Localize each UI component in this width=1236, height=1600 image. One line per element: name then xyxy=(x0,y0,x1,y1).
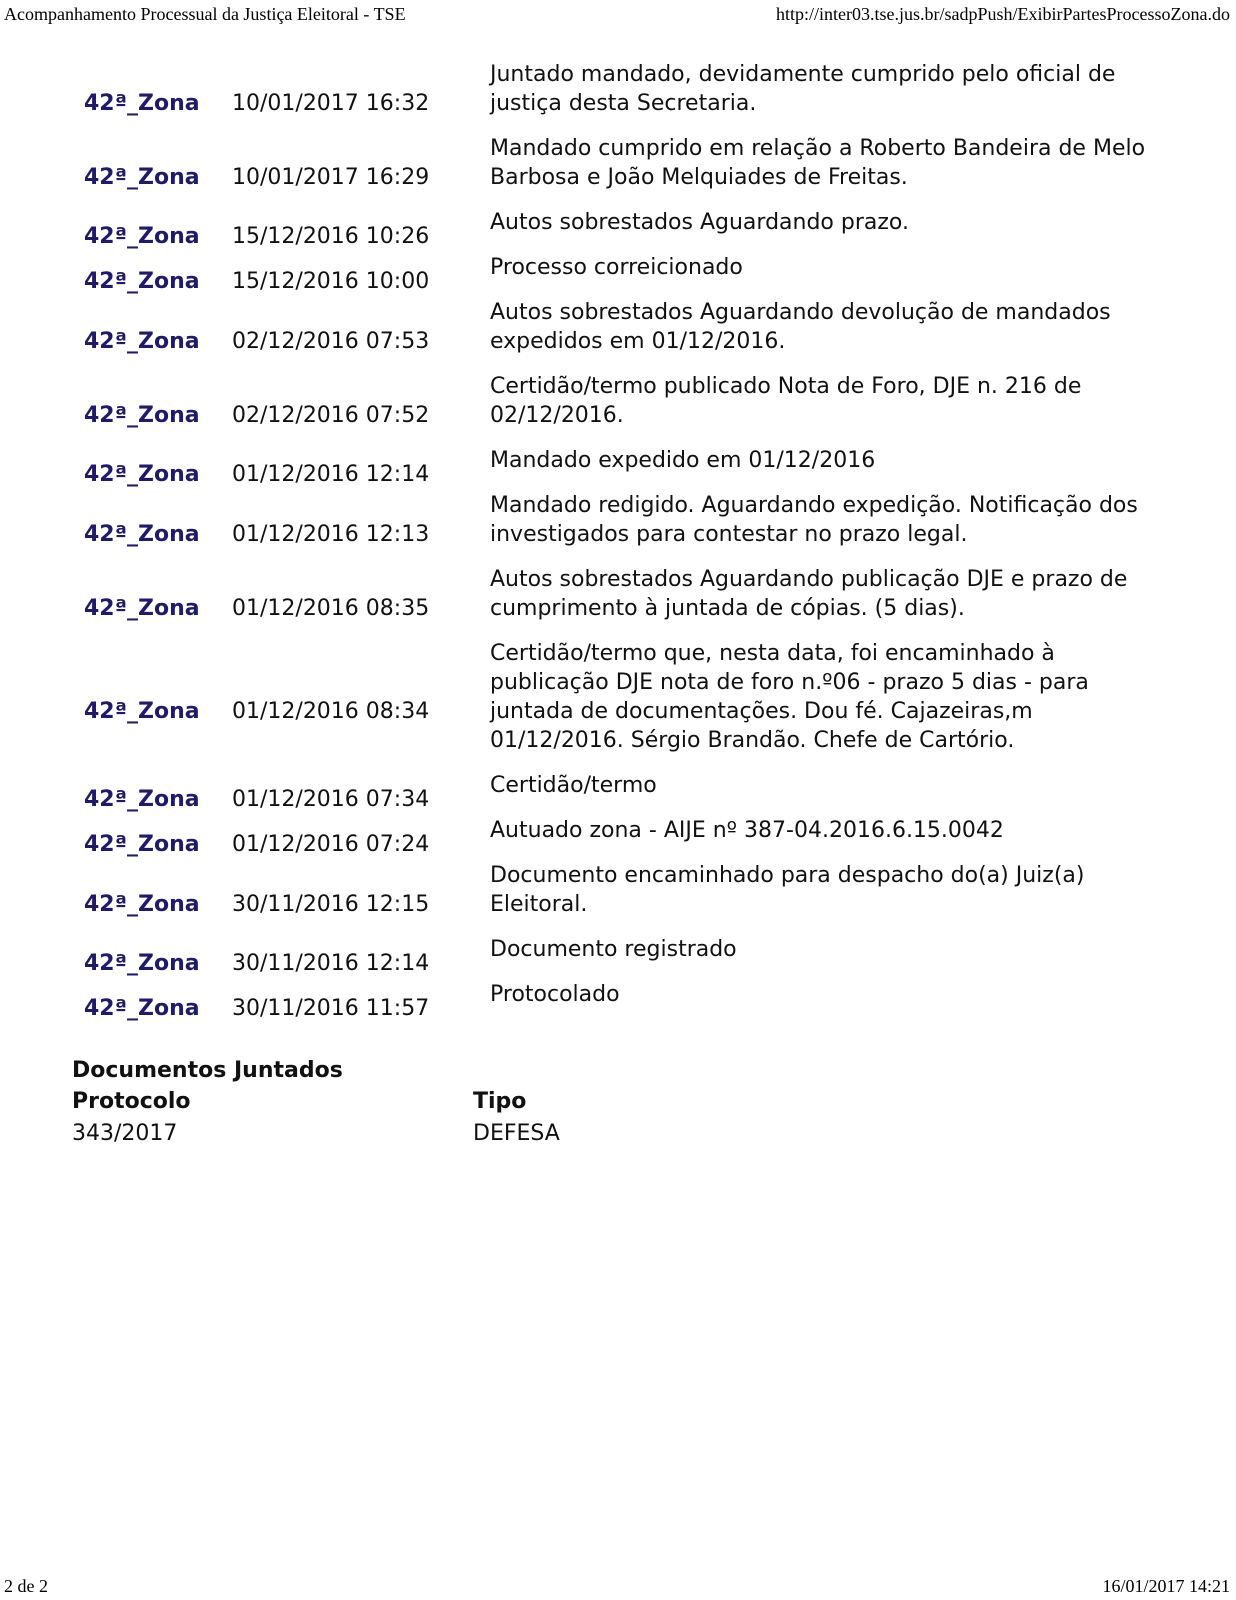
header-protocolo: Protocolo xyxy=(72,1089,191,1114)
andamento-datetime: 01/12/2016 08:34 xyxy=(232,698,430,724)
zona-link[interactable]: 42ª_Zona xyxy=(84,90,200,116)
andamento-description: Certidão/termo xyxy=(490,773,657,798)
zona-link[interactable]: 42ª_Zona xyxy=(84,402,200,428)
zona-link[interactable]: 42ª_Zona xyxy=(84,951,200,976)
andamento-description-cell xyxy=(490,982,1172,1037)
documentos-juntados-title: Documentos Juntados xyxy=(72,1058,343,1083)
andamento-datetime: 30/11/2016 12:15 xyxy=(232,891,430,917)
print-footer-datetime: 16/01/2017 14:21 xyxy=(1102,1576,1230,1596)
zona-link[interactable]: 42ª_Zona xyxy=(84,164,200,190)
print-footer-page: 2 de 2 xyxy=(4,1576,48,1596)
andamento-datetime: 01/12/2016 08:35 xyxy=(232,595,430,621)
andamento-row xyxy=(72,992,1172,1037)
andamento-datetime: 15/12/2016 10:00 xyxy=(232,269,430,294)
documentos-header-row xyxy=(72,1086,560,1118)
print-header-url: http://inter03.tse.jus.br/sadpPush/ExibirPartesProcessoZona.do xyxy=(776,4,1230,24)
documento-protocolo: 343/2017 xyxy=(72,1121,178,1146)
andamento-datetime: 10/01/2017 16:32 xyxy=(232,90,430,116)
zona-link[interactable]: 42ª_Zona xyxy=(84,521,200,547)
andamento-description: Autos sobrestados Aguardando publicação DJE e prazo de cumprimento à juntada de cópias. (5 dias). xyxy=(490,567,1128,621)
zona-link[interactable]: 42ª_Zona xyxy=(84,996,200,1021)
print-header-title: Acompanhamento Processual da Justiça Eleitoral - TSE xyxy=(4,4,406,24)
andamento-description: Certidão/termo publicado Nota de Foro, DJE n. 216 de 02/12/2016. xyxy=(490,374,1082,428)
zona-link[interactable]: 42ª_Zona xyxy=(84,595,200,621)
documento-row xyxy=(72,1118,560,1150)
zona-link[interactable]: 42ª_Zona xyxy=(84,224,200,249)
andamento-description: Juntado mandado, devidamente cumprido pelo oficial de justiça desta Secretaria. xyxy=(490,62,1116,116)
header-tipo: Tipo xyxy=(473,1089,527,1114)
andamento-description: Autuado zona - AIJE nº 387-04.2016.6.15.0042 xyxy=(490,818,1004,843)
andamento-description: Autos sobrestados Aguardando prazo. xyxy=(490,210,909,235)
zona-link[interactable]: 42ª_Zona xyxy=(84,462,200,487)
andamento-description: Certidão/termo que, nesta data, foi encaminhado à publicação DJE nota de foro n.º06 - prazo 5 dias - para juntada de documentações. Dou fé. Cajazeiras,m 01/12/2016. Sérgio Brandão. Chefe de Cartório. xyxy=(490,641,1089,753)
zona-link[interactable]: 42ª_Zona xyxy=(84,787,200,812)
andamento-description: Mandado expedido em 01/12/2016 xyxy=(490,448,876,473)
andamento-description: Documento registrado xyxy=(490,937,737,962)
zona-link[interactable]: 42ª_Zona xyxy=(84,832,200,857)
andamento-datetime: 02/12/2016 07:53 xyxy=(232,328,430,354)
zona-link[interactable]: 42ª_Zona xyxy=(84,891,200,917)
andamentos-table xyxy=(72,62,1172,1037)
andamento-datetime: 01/12/2016 12:14 xyxy=(232,462,430,487)
andamento-description: Processo correicionado xyxy=(490,255,743,280)
zona-link[interactable]: 42ª_Zona xyxy=(84,698,200,724)
andamento-description: Autos sobrestados Aguardando devolução de mandados expedidos em 01/12/2016. xyxy=(490,300,1111,354)
documentos-juntados-section xyxy=(72,1056,972,1150)
documentos-table xyxy=(72,1086,560,1150)
andamento-row xyxy=(72,651,1172,783)
andamento-datetime: 01/12/2016 07:34 xyxy=(232,787,430,812)
andamento-datetime: 15/12/2016 10:26 xyxy=(232,224,430,249)
andamento-description: Mandado redigido. Aguardando expedição. Notificação dos investigados para contestar no prazo legal. xyxy=(490,493,1138,547)
andamento-description: Protocolado xyxy=(490,982,620,1007)
documento-tipo: DEFESA xyxy=(473,1121,560,1146)
andamento-description: Documento encaminhado para despacho do(a) Juiz(a) Eleitoral. xyxy=(490,863,1085,917)
zona-link[interactable]: 42ª_Zona xyxy=(84,269,200,294)
andamento-datetime: 02/12/2016 07:52 xyxy=(232,402,430,428)
andamento-datetime: 10/01/2017 16:29 xyxy=(232,164,430,190)
andamento-datetime: 30/11/2016 11:57 xyxy=(232,996,430,1021)
andamento-datetime: 01/12/2016 12:13 xyxy=(232,521,430,547)
andamento-description-cell xyxy=(490,641,1172,783)
zona-link[interactable]: 42ª_Zona xyxy=(84,328,200,354)
andamento-description: Mandado cumprido em relação a Roberto Bandeira de Melo Barbosa e João Melquiades de Freitas. xyxy=(490,136,1146,190)
andamento-datetime: 01/12/2016 07:24 xyxy=(232,832,430,857)
andamento-datetime: 30/11/2016 12:14 xyxy=(232,951,430,976)
